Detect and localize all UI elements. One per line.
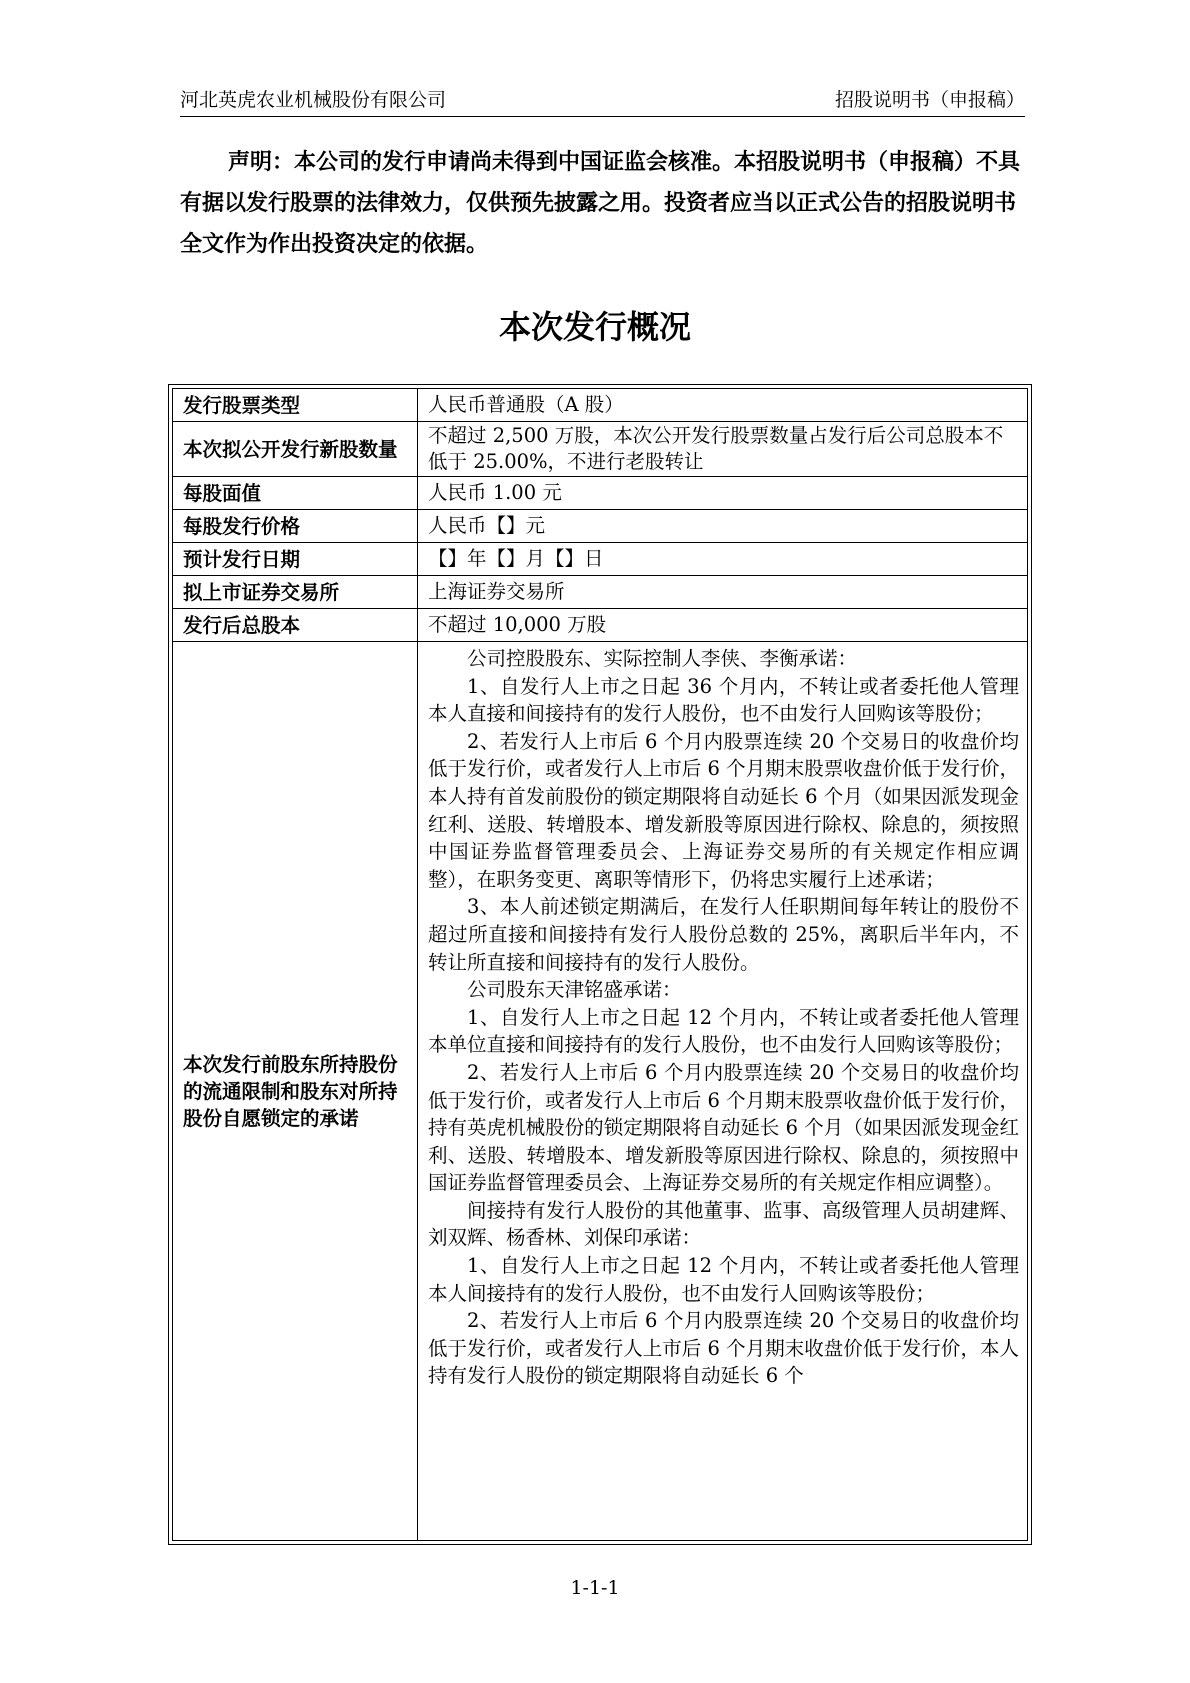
row-label: 拟上市证券交易所 [173,576,418,609]
commitment-content [418,642,1028,1541]
commitment-paragraph: 1、自发行人上市之日起 36 个月内，不转让或者委托他人管理本人直接和间接持有的发行人股份，也不由发行人回购该等股份； [428,674,1019,726]
commitment-paragraph: 2、若发行人上市后 6 个月内股票连续 20 个交易日的收盘价均低于发行价，或者发行人上市后 6 个月期末股票收盘价低于发行价，持有英虎机械股份的锁定期限将自动延长 6 个月（如果因派发现金红利、送股、转增股本、增发新股等原因进行除权、除息的，须按照中国证券监督管理委员会、上海证券交易所的有关规定作相应调整）。 [428,1060,1019,1195]
row-value: 人民币 1.00 元 [418,477,1028,510]
commitment-paragraph: 公司控股股东、实际控制人李侠、李衡承诺： [467,647,858,670]
offering-summary-table [168,384,1032,1545]
table-row [173,510,1028,543]
document-type: 招股说明书（申报稿） [834,89,1025,111]
row-label: 预计发行日期 [173,543,418,576]
row-value: 人民币【】元 [418,510,1028,543]
commitment-paragraph: 间接持有发行人股份的其他董事、监事、高级管理人员胡建辉、刘双辉、杨香林、刘保印承诺： [428,1198,1019,1250]
commitment-label: 本次发行前股东所持股份的流通限制和股东对所持股份自愿锁定的承诺 [173,642,418,1541]
row-label: 每股面值 [173,477,418,510]
row-value: 不超过 10,000 万股 [418,609,1028,642]
row-label: 发行后总股本 [173,609,418,642]
row-value: 【】年【】月【】日 [418,543,1028,576]
table-row [173,389,1028,422]
commitment-paragraph: 公司股东天津铭盛承诺： [467,978,682,1002]
row-value: 上海证券交易所 [418,576,1028,609]
disclaimer-statement [180,142,1025,265]
commitment-paragraph: 1、自发行人上市之日起 12 个月内，不转让或者委托他人管理本人间接持有的发行人股份，也不由发行人回购该等股份； [428,1254,1019,1305]
commitment-paragraph: 3、本人前述锁定期满后，在发行人任职期间每年转让的股份不超过所直接和间接持有发行人股份总数的 25%，离职后半年内，不转让所直接和间接持有的发行人股份。 [428,895,1019,974]
company-name: 河北英虎农业机械股份有限公司 [180,89,447,111]
table-row [173,477,1028,510]
row-label: 每股发行价格 [173,510,418,543]
page-header [180,78,1025,117]
page-number: 1-1-1 [570,1577,620,1599]
table-row [173,576,1028,609]
row-label: 本次拟公开发行新股数量 [173,422,418,477]
row-label: 发行股票类型 [173,389,418,422]
disclaimer-text: 声明：本公司的发行申请尚未得到中国证监会核准。本招股说明书（申报稿）不具有据以发行股票的法律效力，仅供预先披露之用。投资者应当以正式公告的招股说明书全文作为作出投资决定的依据。 [180,150,1021,257]
page-title: 本次发行概况 [498,308,691,346]
commitment-paragraph: 1、自发行人上市之日起 12 个月内，不转让或者委托他人管理本单位直接和间接持有的发行人股份，也不由发行人回购该等股份； [428,1005,1019,1057]
commitment-paragraph: 2、若发行人上市后 6 个月内股票连续 20 个交易日的收盘价均低于发行价，或者发行人上市后 6 个月期末收盘价低于发行价，本人持有发行人股份的锁定期限将自动延长 6 个 [428,1309,1019,1388]
row-value: 不超过 2,500 万股，本次公开发行股票数量占发行后公司总股本不低于 25.00%，不进行老股转让 [418,422,1028,477]
commitment-paragraph: 2、若发行人上市后 6 个月内股票连续 20 个交易日的收盘价均低于发行价，或者发行人上市后 6 个月期末股票收盘价低于发行价，本人持有首发前股份的锁定期限将自动延长 6 个月（如果因派发现金红利、送股、转增股本、增发新股等原因进行除权、除息的，须按照中国证券监督管理委员会、上海证券交易所的有关规定作相应调整），在职务变更、离职等情形下，仍将忠实履行上述承诺； [428,729,1019,891]
table-row-commitment [173,642,1028,1541]
row-value: 人民币普通股（A 股） [418,389,1028,422]
table-row [173,422,1028,477]
table-row [173,609,1028,642]
table-row [173,543,1028,576]
